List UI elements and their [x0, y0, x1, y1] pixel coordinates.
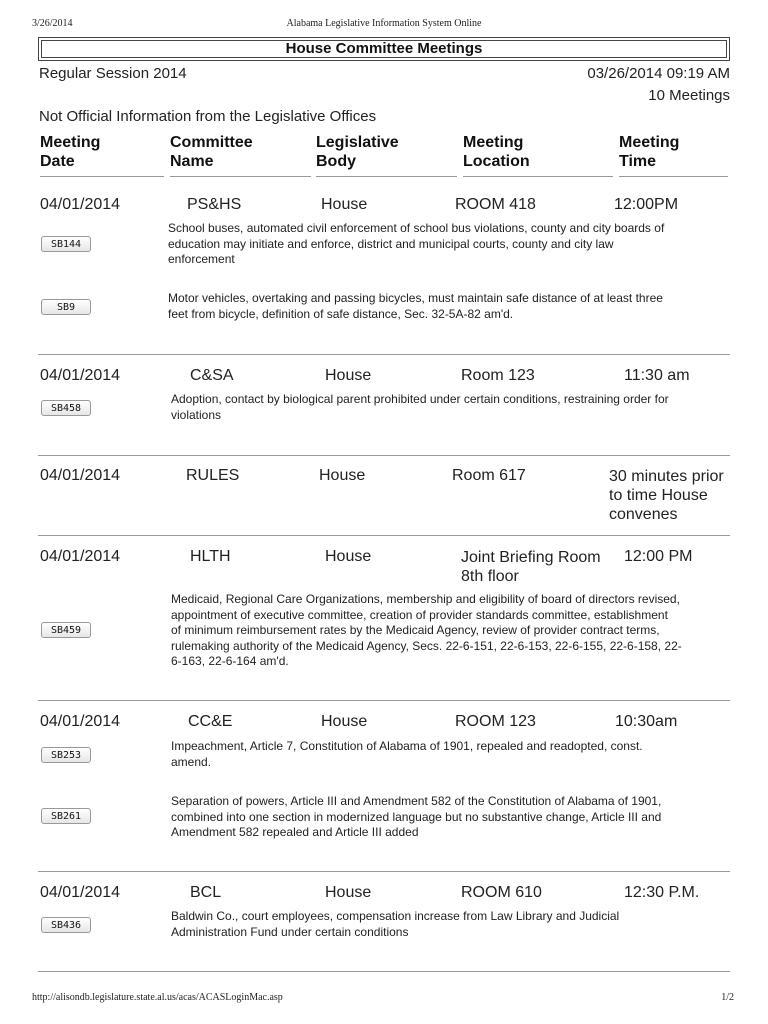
- row-divider: [38, 871, 730, 872]
- meeting-time: 12:00 PM: [624, 548, 693, 565]
- bill-description-sb459: Medicaid, Regional Care Organizations, membership and eligibility of board of directors revised, appointment of executive committee, creation of provider standards committee, establishment of minimum reimbursement rates by the Medicaid Agency, review of provider contract terms, rulemaking authority of the Medicaid Agency, Secs. 22-6-151, 22-6-153, 22-6-155, 22-6-158, 22- 6-163, 22-6-164 am'd.: [171, 592, 682, 668]
- legislative-body: House: [319, 467, 366, 484]
- meeting-date: 04/01/2014: [40, 467, 121, 484]
- column-header-time: Meeting Time: [619, 133, 728, 177]
- print-site-title: Alabama Legislative Information System Online: [286, 18, 482, 29]
- bill-button-sb261[interactable]: SB261: [41, 808, 91, 824]
- meeting-location: Joint Briefing Room 8th floor: [461, 549, 601, 585]
- row-divider: [38, 455, 730, 456]
- row-divider: [38, 971, 730, 972]
- meeting-time: 12:00PM: [614, 196, 679, 213]
- meeting-time: 30 minutes prior to time House convenes: [609, 468, 724, 523]
- print-page-number: 1/2: [721, 992, 734, 1003]
- meeting-date: 04/01/2014: [40, 196, 121, 213]
- print-date: 3/26/2014: [32, 18, 73, 29]
- meeting-time: 12:30 P.M.: [624, 884, 700, 901]
- column-header-date: Meeting Date: [40, 133, 164, 177]
- committee-name: HLTH: [190, 548, 231, 565]
- legislative-body: House: [321, 196, 368, 213]
- committee-name: PS&HS: [187, 196, 242, 213]
- meeting-location: ROOM 610: [461, 884, 542, 901]
- bill-button-sb458[interactable]: SB458: [41, 400, 91, 416]
- bill-button-sb144[interactable]: SB144: [41, 236, 91, 252]
- bill-button-sb253[interactable]: SB253: [41, 747, 91, 763]
- meeting-time: 10:30am: [615, 713, 678, 730]
- bill-description-sb436: Baldwin Co., court employees, compensation increase from Law Library and Judicial Administration Fund under certain conditions: [171, 909, 620, 939]
- committee-name: C&SA: [190, 367, 234, 384]
- bill-description-sb144: School buses, automated civil enforcement of school bus violations, county and city boards of education may initiate and enforce, district and municipal courts, county and city law enforcement: [168, 221, 665, 266]
- page-title-box: [38, 37, 730, 61]
- bill-description-sb261: Separation of powers, Article III and Amendment 582 of the Constitution of Alabama of 1901, combined into one section in modernized language but no substantive change, Article III and Amendment 582 repealed and Article III added: [171, 794, 662, 839]
- legislative-body: House: [325, 367, 372, 384]
- legislative-body: House: [321, 713, 368, 730]
- row-divider: [38, 700, 730, 701]
- meeting-location: ROOM 123: [455, 713, 536, 730]
- print-url: http://alisondb.legislature.state.al.us/acas/ACASLoginMac.asp: [32, 992, 283, 1003]
- page-title: House Committee Meetings: [41, 40, 727, 58]
- bill-button-sb9[interactable]: SB9: [41, 299, 91, 315]
- bill-description-sb458: Adoption, contact by biological parent prohibited under certain conditions, restraining order for violations: [171, 392, 669, 422]
- legislative-body: House: [325, 548, 372, 565]
- bill-button-sb459[interactable]: SB459: [41, 622, 91, 638]
- bill-description-sb253: Impeachment, Article 7, Constitution of Alabama of 1901, repealed and readopted, const. amend.: [171, 739, 643, 769]
- meeting-date: 04/01/2014: [40, 884, 121, 901]
- row-divider: [38, 354, 730, 355]
- report-timestamp: 03/26/2014 09:19 AM: [587, 65, 730, 82]
- column-header-committee: Committee Name: [170, 133, 311, 177]
- session-label: Regular Session 2014: [39, 65, 187, 82]
- committee-name: CC&E: [188, 713, 233, 730]
- meeting-location: Room 617: [452, 467, 526, 484]
- unofficial-notice: Not Official Information from the Legislative Offices: [39, 108, 377, 125]
- column-header-body: Legislative Body: [316, 133, 457, 177]
- meeting-date: 04/01/2014: [40, 367, 121, 384]
- meeting-date: 04/01/2014: [40, 713, 121, 730]
- meeting-time: 11:30 am: [624, 367, 690, 384]
- committee-name: BCL: [190, 884, 222, 901]
- bill-description-sb9: Motor vehicles, overtaking and passing bicycles, must maintain safe distance of at least three feet from bicycle, definition of safe distance, Sec. 32-5A-82 am'd.: [168, 291, 663, 321]
- meeting-date: 04/01/2014: [40, 548, 121, 565]
- row-divider: [38, 535, 730, 536]
- meeting-location: Room 123: [461, 367, 535, 384]
- committee-name: RULES: [186, 467, 240, 484]
- legislative-body: House: [325, 884, 372, 901]
- meeting-count: 10 Meetings: [648, 87, 730, 104]
- column-header-location: Meeting Location: [463, 133, 613, 177]
- bill-button-sb436[interactable]: SB436: [41, 917, 91, 933]
- meeting-location: ROOM 418: [455, 196, 536, 213]
